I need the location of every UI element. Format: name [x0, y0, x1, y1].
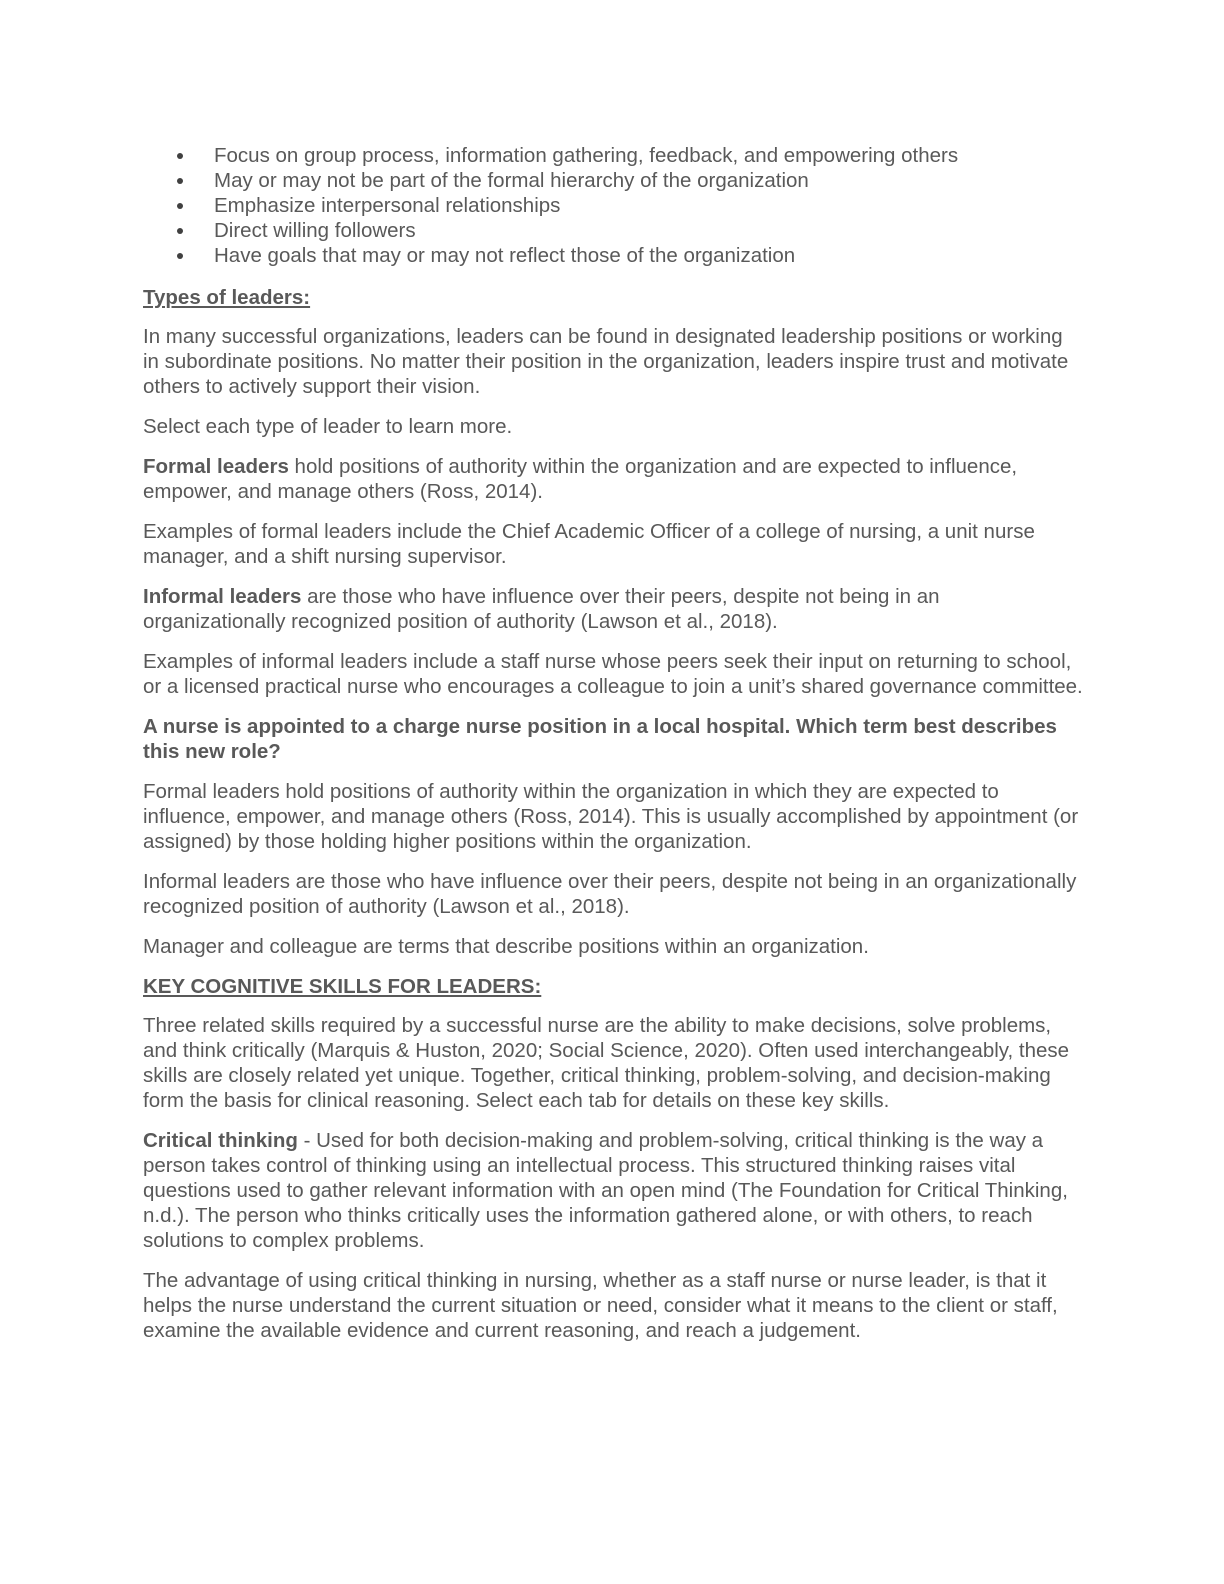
types-intro-paragraph: In many successful organizations, leaders can be found in designated leadership positions or working in subordinate positions. No matter their position in the organization, leaders inspire trust and motivate others to actively support their vision. [143, 325, 1069, 398]
document-page [143, 143, 1083, 1358]
question-prompt: A nurse is appointed to a charge nurse position in a local hospital. Which term best describes this new role? [143, 715, 1057, 763]
answer-formal: Formal leaders hold positions of authority within the organization in which they are expected to influence, empower, and manage others (Ross, 2014). This is usually accomplished by appointment (or assigned) by those holding higher positions within the organization. [143, 780, 1079, 853]
leader-traits-list [143, 143, 1083, 268]
list-item [143, 243, 1083, 268]
types-of-leaders-heading: Types of leaders: [143, 286, 311, 309]
answer-manager-colleague: Manager and colleague are terms that describe positions within an organization. [143, 935, 869, 958]
critical-thinking-paragraph [143, 1128, 1083, 1253]
critical-thinking-definition: - Used for both decision-making and problem-solving, critical thinking is the way a person takes control of thinking using an intellectual process. This structured thinking raises vital questions used to gather relevant information with an open mind (The Foundation for Critical Thinking, n.d.). The person who thinks critically uses the information gathered alone, or with others, to reach solutions to complex problems. [143, 1129, 1068, 1252]
formal-leaders-examples: Examples of formal leaders include the Chief Academic Officer of a college of nursing, a unit nurse manager, and a shift nursing supervisor. [143, 520, 1035, 568]
answer-informal: Informal leaders are those who have influence over their peers, despite not being in an organizationally recognized position of authority (Lawson et al., 2018). [143, 870, 1077, 918]
critical-thinking-term: Critical thinking [143, 1129, 298, 1152]
formal-leaders-term: Formal leaders [143, 455, 289, 478]
list-item [143, 143, 1083, 168]
list-item-text: Direct willing followers [214, 219, 416, 242]
formal-leaders-paragraph [143, 454, 1083, 504]
bullet-icon [177, 153, 183, 159]
bullet-icon [177, 178, 183, 184]
formal-leaders-definition: hold positions of authority within the organization and are expected to influence, empower, and manage others (Ross, 2014). [143, 455, 1018, 503]
list-item-text: Emphasize interpersonal relationships [214, 194, 561, 217]
list-item-text: May or may not be part of the formal hierarchy of the organization [214, 169, 809, 192]
cognitive-skills-intro: Three related skills required by a successful nurse are the ability to make decisions, solve problems, and think critically (Marquis & Huston, 2020; Social Science, 2020). Often used interchangeably, these skills are closely related yet unique. Together, critical thinking, problem-solving, and decision-making form the basis for clinical reasoning. Select each tab for details on these key skills. [143, 1014, 1070, 1112]
bullet-icon [177, 203, 183, 209]
cognitive-skills-heading: KEY COGNITIVE SKILLS FOR LEADERS: [143, 975, 542, 998]
list-item-text: Have goals that may or may not reflect those of the organization [214, 244, 796, 267]
informal-leaders-definition: are those who have influence over their peers, despite not being in an organizationally recognized position of authority (Lawson et al., 2018). [143, 585, 940, 633]
list-item [143, 168, 1083, 193]
list-item [143, 218, 1083, 243]
informal-leaders-paragraph [143, 584, 1083, 634]
list-item-text: Focus on group process, information gathering, feedback, and empowering others [214, 144, 959, 167]
bullet-icon [177, 228, 183, 234]
select-prompt: Select each type of leader to learn more. [143, 415, 513, 438]
informal-leaders-term: Informal leaders [143, 585, 302, 608]
critical-thinking-advantage: The advantage of using critical thinking in nursing, whether as a staff nurse or nurse leader, is that it helps the nurse understand the current situation or need, consider what it means to the client or staff, examine the available evidence and current reasoning, and reach a judgement. [143, 1269, 1058, 1342]
informal-leaders-examples: Examples of informal leaders include a staff nurse whose peers seek their input on returning to school, or a licensed practical nurse who encourages a colleague to join a unit’s shared governance committee. [143, 650, 1083, 698]
list-item [143, 193, 1083, 218]
bullet-icon [177, 253, 183, 259]
